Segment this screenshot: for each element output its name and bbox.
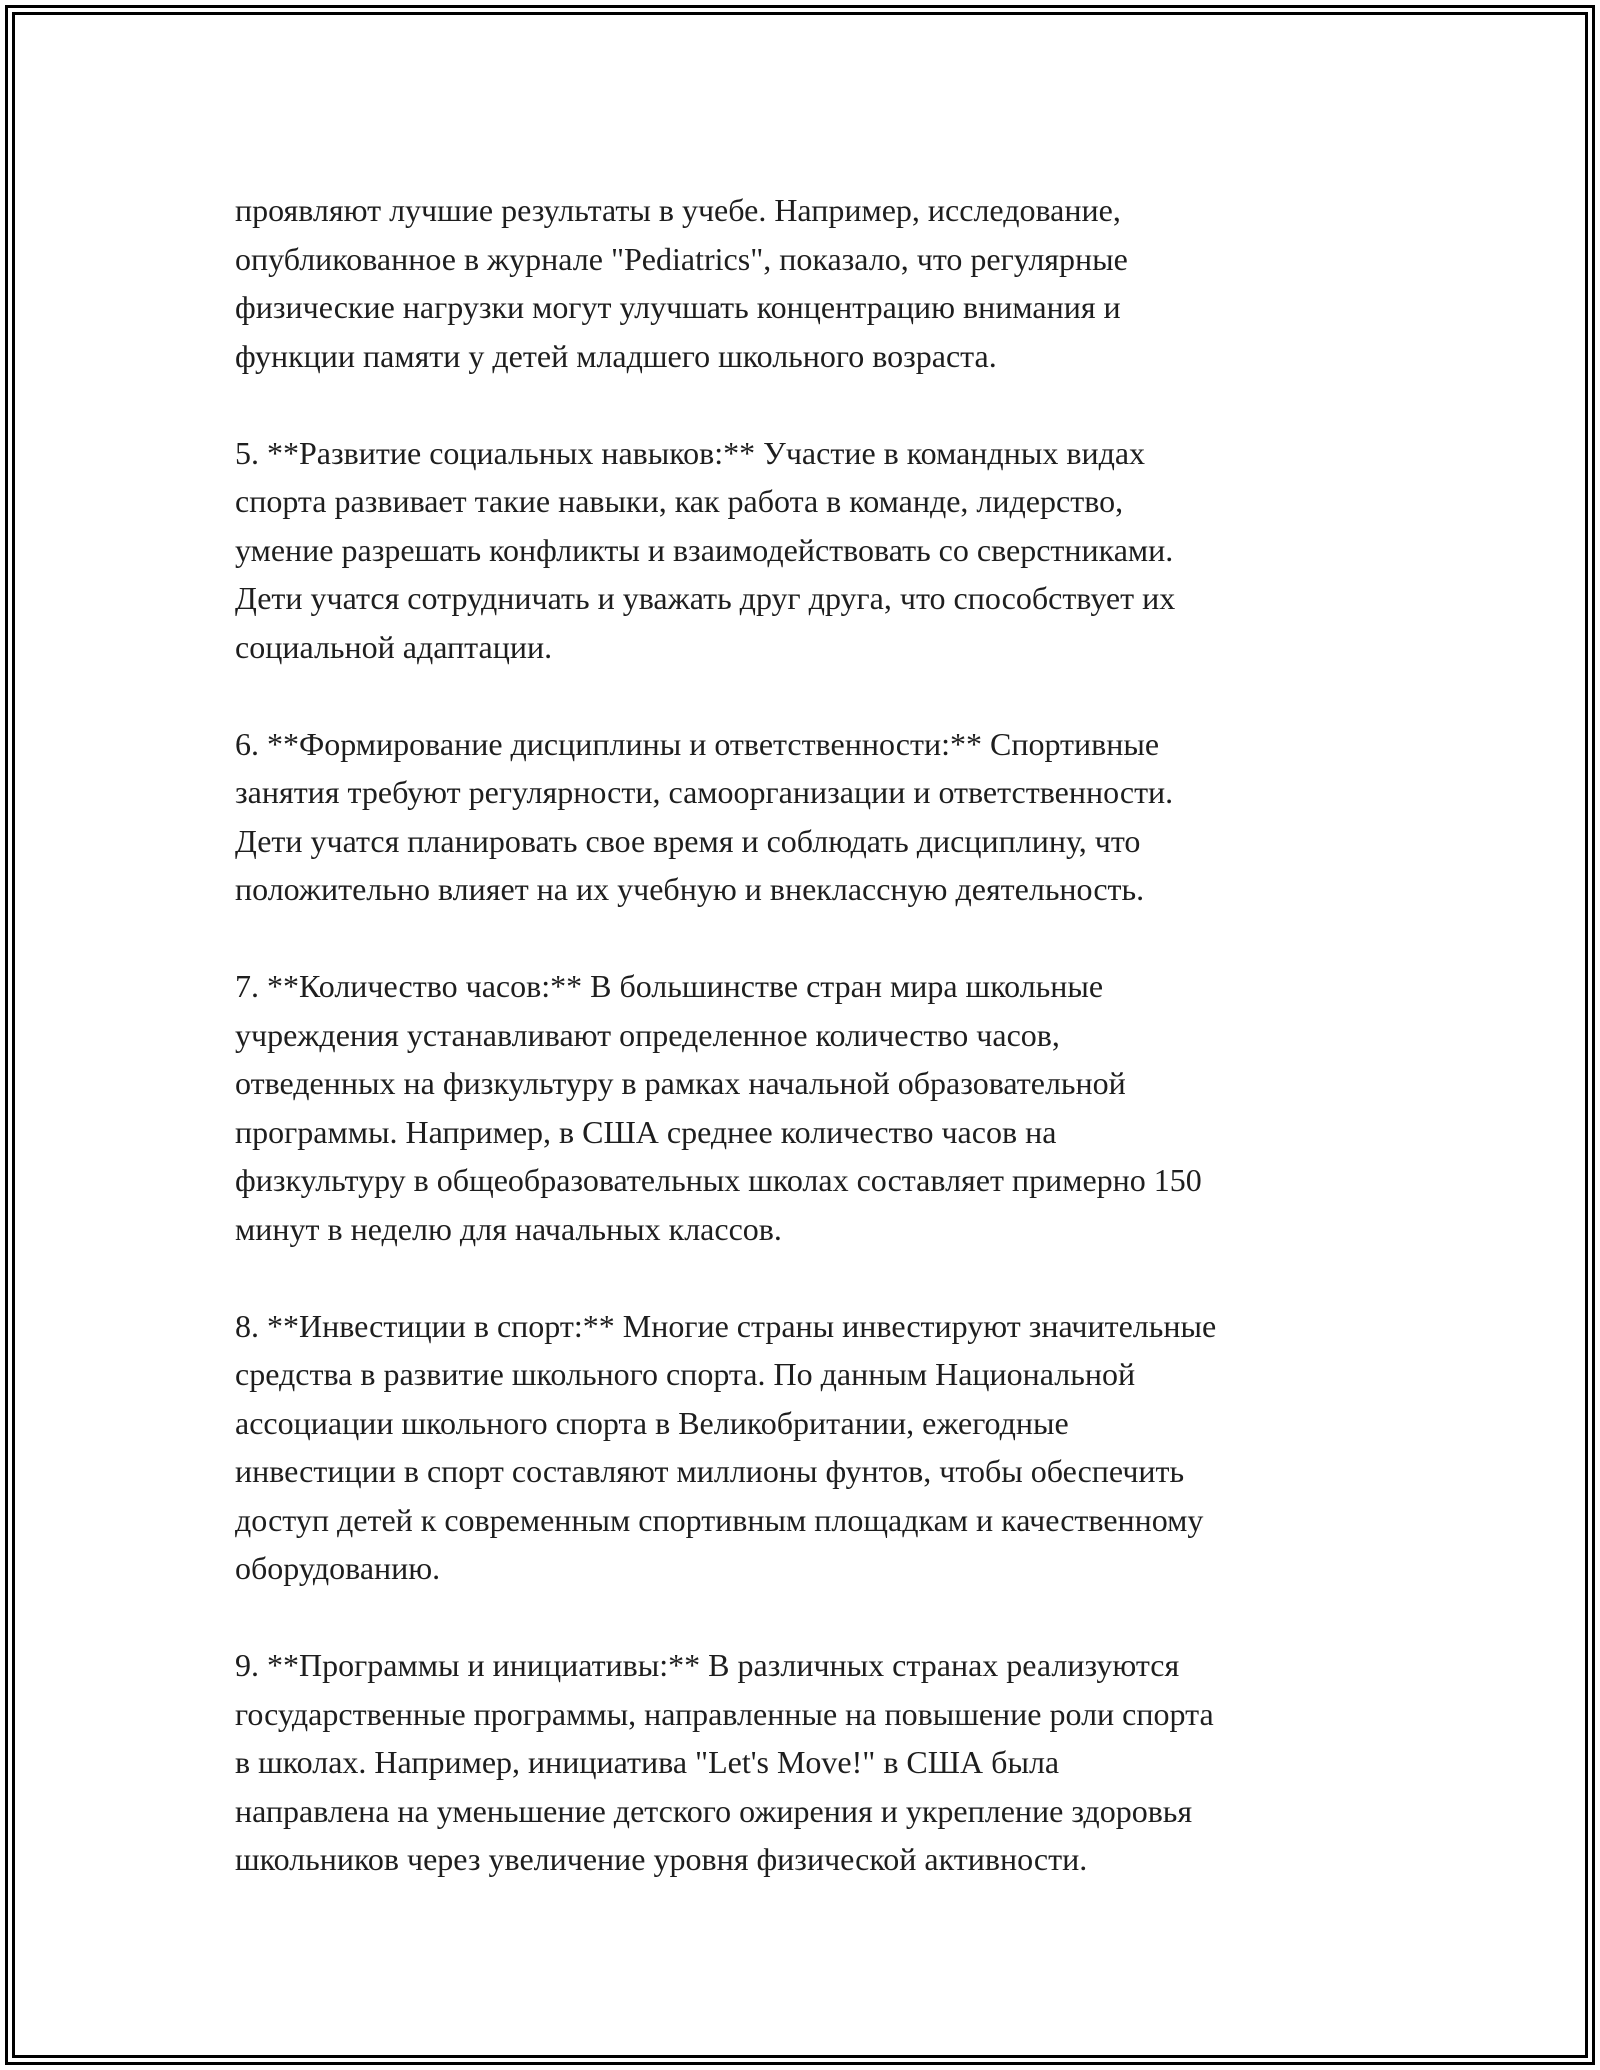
text-line: 6. **Формирование дисциплины и ответственности:** Спортивные (235, 725, 1160, 762)
text-line: функции памяти у детей младшего школьного возраста. (235, 337, 997, 374)
text-line: умение разрешать конфликты и взаимодействовать со сверстниками. (235, 531, 1174, 568)
text-line: проявляют лучшие результаты в учебе. Например, исследование, (235, 192, 1121, 228)
paragraph-item-7 (235, 962, 1410, 1253)
text-line: ассоциации школьного спорта в Великобритании, ежегодные (235, 1404, 1069, 1441)
text-line: 7. **Количество часов:** В большинстве стран мира школьные (235, 968, 1104, 1004)
paragraph-item-6 (235, 720, 1410, 914)
text-line: физкультуру в общеобразовательных школах составляет примерно 150 (235, 1162, 1202, 1198)
text-line: социальной адаптации. (235, 628, 553, 665)
text-line: доступ детей к современным спортивным площадкам и качественному (235, 1501, 1204, 1538)
text-line: оборудованию. (235, 1550, 441, 1586)
text-line: Дети учатся сотрудничать и уважать друг друга, что способствует их (235, 580, 1176, 616)
paragraph-continuation (235, 186, 1410, 380)
text-line: минут в неделю для начальных классов. (235, 1210, 782, 1247)
text-line: государственные программы, направленные на повышение роли спорта (235, 1695, 1214, 1732)
text-line: занятия требуют регулярности, самоорганизации и ответственности. (235, 774, 1174, 810)
text-line: отведенных на физкультуру в рамках начальной образовательной (235, 1065, 1126, 1101)
text-line: 8. **Инвестиции в спорт:** Многие страны инвестируют значительные (235, 1307, 1217, 1344)
paragraph-item-9 (235, 1641, 1410, 1884)
document-body (235, 186, 1410, 1932)
text-line: учреждения устанавливают определенное количество часов, (235, 1016, 1060, 1053)
text-line: 9. **Программы и инициативы:** В различных странах реализуются (235, 1647, 1180, 1683)
text-line: Дети учатся планировать свое время и соблюдать дисциплину, что (235, 822, 1141, 859)
text-line: положительно влияет на их учебную и внеклассную деятельность. (235, 871, 1145, 907)
text-line: в школах. Например, инициатива "Let's Move!" в США была (235, 1744, 1060, 1780)
text-line: программы. Например, в США среднее количество часов на (235, 1113, 1057, 1150)
text-line: школьников через увеличение уровня физической активности. (235, 1841, 1088, 1877)
text-line: 5. **Развитие социальных навыков:** Участие в командных видах (235, 434, 1146, 471)
text-line: направлена на уменьшение детского ожирения и укрепление здоровья (235, 1792, 1193, 1829)
text-line: физические нагрузки могут улучшать концентрацию внимания и (235, 289, 1121, 325)
text-line: инвестиции в спорт составляют миллионы фунтов, чтобы обеспечить (235, 1453, 1185, 1489)
text-line: опубликованное в журнале "Pediatrics", показало, что регулярные (235, 240, 1128, 277)
text-line: спорта развивает такие навыки, как работа в команде, лидерство, (235, 483, 1124, 519)
text-line: средства в развитие школьного спорта. По данным Национальной (235, 1356, 1136, 1392)
paragraph-item-8 (235, 1302, 1410, 1593)
paragraph-item-5 (235, 429, 1410, 672)
